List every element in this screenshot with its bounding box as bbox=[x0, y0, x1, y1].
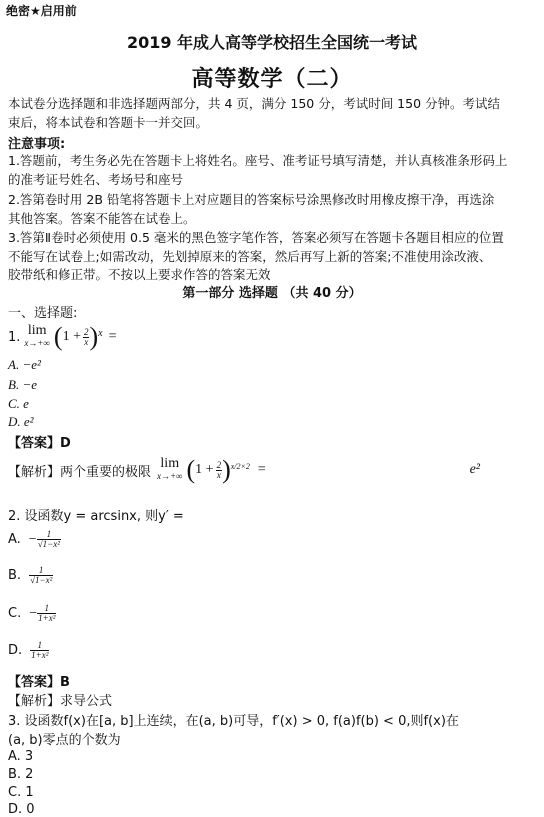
fraction-numerator: 2 bbox=[83, 326, 89, 337]
option-a: A. 3 bbox=[8, 749, 34, 764]
fraction-denominator: x bbox=[216, 469, 221, 480]
fraction-numerator: 2 bbox=[216, 459, 222, 470]
equals-sign: = bbox=[108, 329, 117, 344]
notice-line: 其他答案。答案不能答在试卷上。 bbox=[8, 211, 196, 226]
notice-line: 2.答第卷时用 2B 铅笔将答题卡上对应题目的答案标号涂黑修改时用橡皮擦干净，再选涂 bbox=[8, 192, 495, 207]
subject-title: 高等数学（二） bbox=[191, 67, 353, 92]
option-b: B. 2 bbox=[8, 767, 34, 782]
option-letter: A. bbox=[8, 532, 21, 547]
lim-subscript: x→+∞ bbox=[24, 338, 50, 348]
left-paren: ( bbox=[53, 322, 63, 351]
notice-line: 3.答第Ⅱ卷时必须使用 0.5 毫米的黑色签字笔作答，答案必须写在答题卡各题目相应的位置 bbox=[8, 230, 504, 245]
option-a bbox=[8, 530, 61, 549]
one-plus: 1 + bbox=[195, 462, 214, 477]
fraction-numerator: 1 bbox=[37, 604, 56, 614]
option-b: B. −e bbox=[8, 377, 37, 392]
option-d bbox=[8, 641, 49, 660]
option-b bbox=[8, 566, 53, 585]
option-letter: D. bbox=[8, 643, 23, 658]
question-2-stem: 2. 设函数y = arcsinx, 则y′ = bbox=[8, 509, 184, 524]
intro-line-1: 本试卷分选择题和非选择题两部分，共 4 页，满分 150 分，考试时间 150 分钟。考试结 bbox=[8, 96, 501, 111]
option-letter: B. bbox=[8, 568, 22, 583]
notice-title: 注意事项: bbox=[8, 137, 66, 152]
option-fraction bbox=[29, 566, 53, 585]
question-1-stem bbox=[8, 320, 117, 354]
fraction-numerator: 1 bbox=[37, 530, 61, 540]
question-3-stem-cont: (a, b)零点的个数为 bbox=[8, 733, 121, 748]
question-number: 1. bbox=[8, 329, 21, 345]
right-paren: ) bbox=[222, 455, 231, 484]
fraction-denominator: 1+x² bbox=[38, 613, 56, 623]
option-sign: − bbox=[28, 531, 37, 547]
option-c: C. 1 bbox=[8, 785, 34, 800]
exam-title: 2019 年成人高等学校招生全国统一考试 bbox=[126, 33, 418, 52]
option-d: D. 0 bbox=[8, 802, 35, 817]
analysis-result: e² bbox=[469, 462, 480, 477]
exponent: x/2×2 bbox=[230, 461, 250, 471]
confidential-mark: 绝密★启用前 bbox=[6, 4, 77, 18]
answer-1: 【答案】D bbox=[8, 436, 71, 451]
part-heading: 第一部分 选择题 （共 40 分） bbox=[182, 286, 362, 301]
lim-label: lim bbox=[160, 456, 180, 471]
analysis-2: 【解析】求导公式 bbox=[8, 694, 113, 709]
analysis-label: 【解析】两个重要的极限 bbox=[8, 464, 152, 480]
fraction-denominator: x bbox=[84, 336, 89, 347]
section-title: 一、选择题: bbox=[8, 306, 78, 321]
intro-line-2: 束后，将本试卷和答题卡一并交回。 bbox=[8, 115, 209, 130]
right-paren: ) bbox=[89, 322, 99, 351]
option-a: A. −e² bbox=[8, 357, 41, 372]
option-c bbox=[8, 604, 56, 623]
option-fraction bbox=[37, 604, 56, 623]
option-fraction bbox=[37, 530, 61, 549]
exponent: x bbox=[98, 327, 103, 339]
notice-line: 胶带纸和修正带。不按以上要求作答的答案无效 bbox=[8, 267, 271, 282]
option-fraction bbox=[30, 641, 49, 660]
option-sign: − bbox=[29, 605, 38, 621]
fraction-denominator: √1−x² bbox=[37, 539, 60, 549]
limit-expression bbox=[157, 458, 182, 482]
lim-label: lim bbox=[27, 323, 47, 338]
fraction-numerator: 1 bbox=[30, 641, 49, 651]
option-letter: C. bbox=[8, 606, 22, 621]
question-3-stem: 3. 设函数f(x)在[a, b]上连续，在(a, b)可导，f′(x) > 0, f(a)f(b) < 0,则f(x)在 bbox=[8, 714, 459, 729]
option-c: C. e bbox=[8, 396, 29, 411]
analysis-1 bbox=[8, 452, 538, 488]
notice-line: 1.答题前，考生务必先在答题卡上将姓名。座号、准考证号填写清楚，并认真核准条形码上 bbox=[8, 153, 508, 168]
fraction-denominator: 1+x² bbox=[31, 650, 49, 660]
notice-line: 的准考证号姓名、考场号和座号 bbox=[8, 172, 184, 187]
answer-2: 【答案】B bbox=[8, 675, 70, 690]
equals-sign: = bbox=[257, 462, 266, 477]
lim-subscript: x→+∞ bbox=[157, 471, 183, 481]
limit-expression bbox=[24, 325, 49, 349]
one-plus: 1 + bbox=[62, 329, 81, 344]
option-d: D. e² bbox=[8, 414, 34, 429]
fraction-denominator: √1−x² bbox=[30, 575, 53, 585]
left-paren: ( bbox=[186, 455, 196, 484]
notice-line: 不能写在试卷上;如需改动，先划掉原来的答案，然后再写上新的答案;不准使用涂改液、 bbox=[8, 249, 492, 264]
fraction-numerator: 1 bbox=[29, 566, 53, 576]
